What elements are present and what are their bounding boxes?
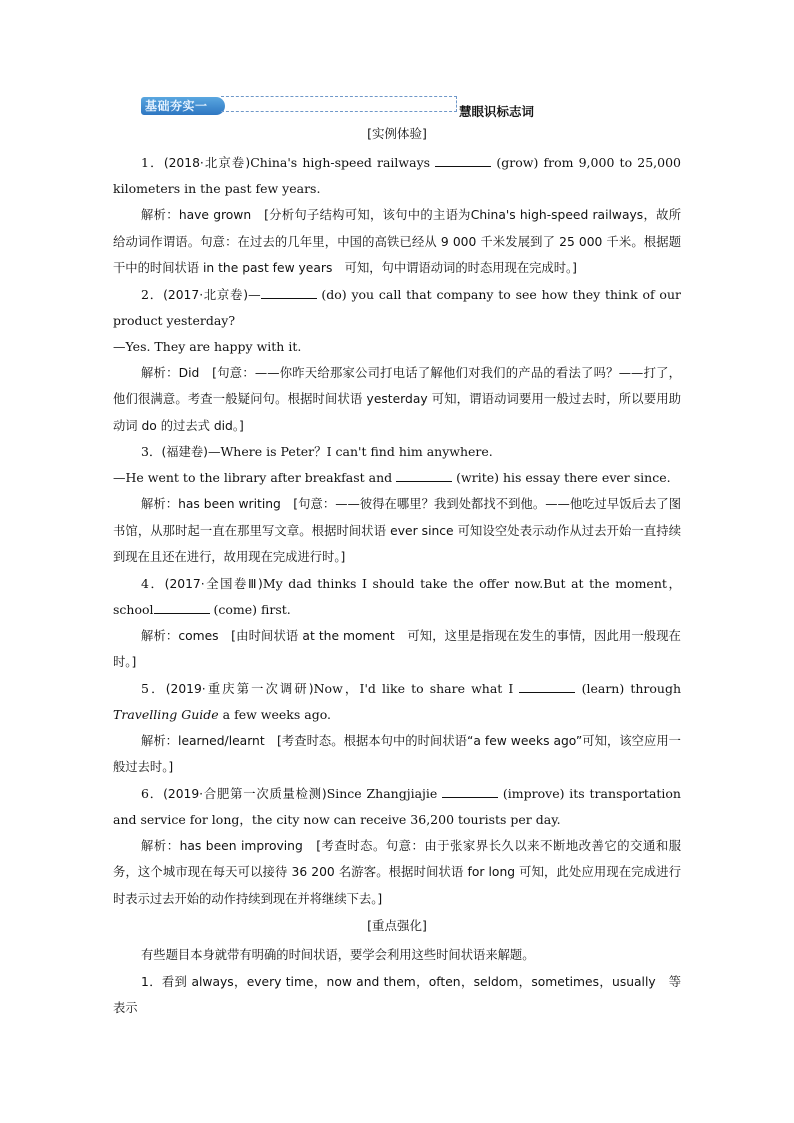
answer-3: 解析：has been writing [句意：——彼得在哪里？我到处都找不到他。——他吃过早饭后去了图书馆，从那时起一直在那里写文章。根据时间状语 ever since 可知设空处表示动作从过去开始一直持续到现在且还在进行，故用现在完成进行时。] — [113, 497, 681, 564]
section-banner — [113, 96, 681, 118]
question-3: 3．(福建卷)—Where is Peter？I can't find him anywhere. — [141, 444, 493, 459]
answer-1: 解析：have grown [分析句子结构可知，该句中的主语为China's high-speed railways，故所给动词作谓语。句意：在过去的几年里，中国的高铁已经从 9 000 千米发展到了 25 000 千米。根据题干中的时间状语 in the past few years 可知，句中谓语动词的时态用现在完成时。] — [113, 208, 681, 275]
answer-blank — [396, 469, 452, 482]
answer-blank — [519, 680, 575, 693]
question-3-line-2: —He went to the library after breakfast and (write) his essay there ever since. — [113, 470, 671, 485]
question-4: 4．(2017·全国卷Ⅲ)My dad thinks I should take the offer now.But at the moment，school (come) first. — [113, 575, 681, 617]
answer-blank — [261, 286, 317, 299]
question-1: 1．(2018·北京卷)China's high-speed railways (grow) from 9,000 to 25,000 kilometers in the past few years. — [113, 155, 681, 196]
answer-5: 解析：learned/learnt [考查时态。根据本句中的时间状语“a few weeks ago”可知，该空应用一般过去时。] — [113, 733, 681, 774]
heading-key-points: [重点强化] — [367, 918, 427, 933]
answer-4: 解析：comes [由时间状语 at the moment 可知，这里是指现在发生的事情，因此用一般现在时。] — [113, 628, 681, 669]
heading-examples: [实例体验] — [367, 126, 427, 141]
answer-2: 解析：Did [句意：——你昨天给那家公司打电话了解他们对我们的产品的看法了吗？——打了，他们很满意。考查一般疑问句。根据时间状语 yesterday 可知，谓语动词要用一般过去时，所以要用助动词 do 的过去式 did。] — [113, 365, 681, 433]
banner-dashed-line — [221, 96, 457, 112]
document-page — [113, 96, 681, 1022]
book-title: Travelling Guide — [113, 706, 219, 722]
answer-blank — [435, 154, 491, 167]
key-point-1: 1．看到 always，every time，now and them，often，seldom，sometimes，usually 等表示 — [113, 974, 681, 1015]
banner-title: 慧眼识标志词 — [459, 104, 535, 119]
question-6: 6．(2019·合肥第一次质量检测)Since Zhangjiajie (improve) its transportation and service for long，the city now can receive 36,200 tourists per day. — [113, 785, 681, 827]
answer-6: 解析：has been improving [考查时态。句意：由于张家界长久以来不断地改善它的交通和服务，这个城市现在每天可以接待 36 200 名游客。根据时间状语 for long 可知，此处应用现在完成进行时表示过去开始的动作持续到现在并将继续下去。] — [113, 838, 681, 906]
answer-blank — [442, 785, 498, 798]
answer-blank — [154, 601, 210, 614]
section-badge: 基础夯实一 — [141, 97, 225, 115]
question-2-reply: —Yes. They are happy with it. — [113, 338, 302, 354]
question-5: 5．(2019·重庆第一次调研)Now，I'd like to share what I (learn) through Travelling Guide a few weeks ago. — [113, 680, 681, 722]
question-2: 2．(2017·北京卷)— (do) you call that company to see how they think of our product yesterday? — [113, 286, 681, 328]
key-point-intro: 有些题目本身就带有明确的时间状语，要学会利用这些时间状语来解题。 — [141, 948, 535, 962]
